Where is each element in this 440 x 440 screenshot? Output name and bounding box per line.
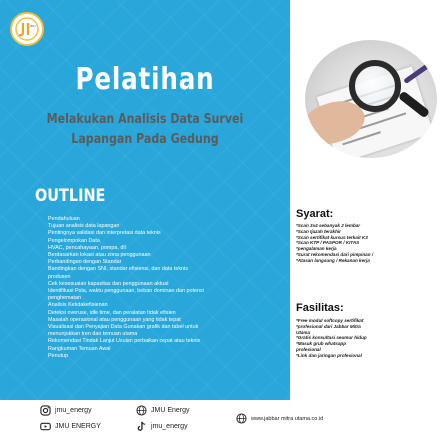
company-logo [10, 12, 44, 46]
list-item: Penutup [48, 352, 69, 359]
list-item: *Gratis konsultasi seumur hidup [296, 335, 367, 341]
list-item: Masalah operasional atau penggunaan yang tidak tepat [48, 316, 181, 323]
syarat-heading: Syarat: [296, 208, 334, 220]
syarat-list [296, 223, 438, 264]
list-item: *Scan sertifikat kursus terkait K3 [296, 234, 368, 240]
web-brand: JMU Energy [151, 407, 190, 414]
list-item: *Scan Ijazah terakhir [296, 228, 341, 234]
list-item: *Scan KTP / PASPOR / KITAS [296, 240, 360, 246]
tiktok-handle: jmu_energy [151, 423, 188, 430]
logo-icon [14, 16, 40, 42]
list-item: menunjukkan tren dan temuan utama [48, 331, 138, 338]
web-brand-contact[interactable] [136, 405, 190, 416]
outline-heading: OUTLINE [35, 186, 106, 206]
subtitle-line-1: Melakukan Analisis Data Survei [46, 112, 244, 127]
instagram-contact[interactable] [40, 405, 92, 416]
list-item: Deteksi overuse, idle time, dan peralatan tidak efisien [48, 309, 176, 316]
list-item: Analisis Ketidakefisienan [48, 302, 108, 309]
instagram-icon [40, 405, 51, 416]
list-item: Bandingkan dengan SNI, standar efisiensi, dan data teknis [48, 266, 188, 273]
list-item: produsen [48, 273, 71, 280]
youtube-channel: JMU ENERGY [55, 423, 101, 430]
list-item: Pentingnya validasi dan interpretasi data teknis [48, 230, 161, 237]
list-item: *Masuk grub whatsapp [296, 341, 347, 347]
list-item: *profesional dari Jabbar Mitra [296, 323, 361, 329]
instagram-handle: jmu_energy [55, 407, 92, 414]
youtube-icon [40, 421, 51, 432]
list-item: *pengalaman kerja [296, 246, 337, 252]
website-url: www.jabbar mitra utama.co.id [251, 415, 324, 422]
magnifier-icon [349, 60, 401, 112]
list-item: HVAC, pencahayaan, pompa, dll [48, 244, 126, 251]
subtitle-line-2: Lapangan Pada Gedung [71, 132, 219, 147]
list-item: Utama [296, 329, 311, 335]
list-item: *Surat rekomendasi dari pimpinan / [296, 251, 374, 257]
list-item: *Atasan langsung / Rekanan kerja [296, 257, 370, 263]
footer [0, 400, 440, 440]
list-item: penghematan [48, 295, 81, 302]
globe-icon [236, 413, 247, 424]
fasilitas-heading: Fasilitas: [296, 302, 344, 314]
list-item: Tujuan analisis data lapangan [48, 223, 120, 230]
svg-text:JMU: JMU [30, 24, 36, 28]
outline-list [48, 216, 278, 360]
page-title: Pelatihan [75, 62, 215, 97]
list-item: Identifikasi Pola, waktu penggunaan, beban dominan dan potensi [48, 288, 204, 295]
list-item: *Free modul softcopy sertifikat [296, 318, 364, 323]
youtube-contact[interactable] [40, 421, 101, 432]
website-contact[interactable] [236, 413, 323, 424]
list-item: Rekomendasi Tindak Lanjut Usulan perbaikan cepat atau teknis [48, 338, 201, 345]
list-item: profesional [296, 346, 321, 352]
fasilitas-list [296, 318, 438, 359]
tiktok-contact[interactable] [136, 421, 188, 432]
list-item: Pendahuluan [48, 216, 80, 222]
list-item: Berdasarkan lokasi atau zona penggunaan [48, 252, 151, 259]
list-item: Pengelompokan Data [48, 237, 100, 244]
list-item: Rangkuman Temuan Awal [48, 345, 111, 352]
list-item: *Scan 3x4 sebanyak 2 lembar [296, 223, 361, 228]
tiktok-icon [136, 421, 147, 432]
list-item: *Link dan jaringan profesional [296, 352, 362, 358]
list-item: Visualisasi dan Penyajian Data Gunakan grafik dan tabel untuk [48, 324, 199, 331]
globe-icon [136, 405, 147, 416]
list-item: Perbandingan dengan Standar [48, 259, 122, 266]
list-item: Cek kesesuaian kapasitas dan penggunaan aktual [48, 280, 169, 287]
magnifier-photo [305, 40, 437, 158]
